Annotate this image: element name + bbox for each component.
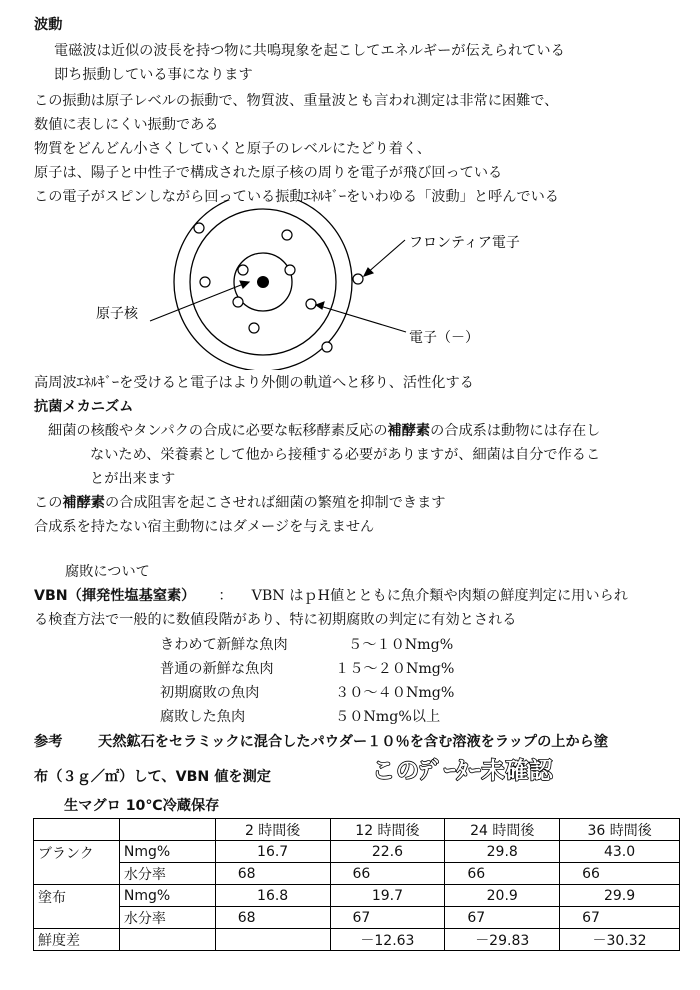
electron bbox=[238, 265, 248, 275]
inhibition-line bbox=[34, 494, 445, 512]
heading-wave: 波動 bbox=[34, 17, 63, 33]
inhibition-text-b: の合成阻害を起こさせれば細菌の繁殖を抑制できます bbox=[104, 495, 446, 511]
table-row bbox=[34, 885, 680, 907]
vbn-colon: ： bbox=[218, 588, 233, 604]
table-cell: 68 bbox=[215, 907, 330, 929]
nucleus bbox=[257, 276, 269, 288]
electron bbox=[233, 297, 243, 307]
wave-line-2: 即ち振動している事になります bbox=[54, 67, 253, 83]
vbn-line-2: る検査方法で一般的に数値段階があり、特に初期腐敗の判定に有効とされる bbox=[34, 612, 517, 628]
electron bbox=[194, 223, 204, 233]
wave-line-3: この振動は原子レベルの振動で、物質波、重量波とも言われ測定は非常に困難で、 bbox=[34, 93, 559, 109]
row-metric: Nmg% bbox=[119, 841, 215, 863]
frontier-electron bbox=[353, 274, 363, 284]
electron bbox=[249, 323, 259, 333]
mechanism-line-1 bbox=[48, 422, 600, 440]
table-cell: 20.9 bbox=[445, 885, 560, 907]
row-metric: Nmg% bbox=[119, 885, 215, 907]
row-metric: 水分率 bbox=[119, 863, 215, 885]
atom-diagram bbox=[0, 200, 700, 370]
table-cell bbox=[215, 929, 330, 951]
electron bbox=[285, 265, 295, 275]
mechanism-text-a: 細菌の核酸やタンパクの合成に必要な転移酵素反応の bbox=[48, 423, 388, 439]
electron bbox=[200, 277, 210, 287]
table-cell: 68 bbox=[215, 863, 330, 885]
grade-label: 普通の新鮮な魚肉 bbox=[160, 661, 274, 677]
row-group-label: 塗布 bbox=[34, 885, 120, 929]
reference-label: 参考 bbox=[34, 734, 63, 750]
reference-line-1: 天然鉱石をセラミックに混合したパウダー１０％を含む溶液をラップの上から塗 bbox=[98, 734, 609, 750]
table-cell: 29.9 bbox=[560, 885, 680, 907]
vbn-table bbox=[33, 818, 680, 951]
electron bbox=[282, 230, 292, 240]
heading-antibacterial: 抗菌メカニズム bbox=[34, 399, 134, 415]
table-cell: －29.83 bbox=[445, 929, 560, 951]
mechanism-text-b: の合成系は動物には存在し bbox=[430, 423, 601, 439]
wave-line-4: 数値に表しにくい振動である bbox=[34, 117, 219, 133]
grade-value: ３０～４０Nmg% bbox=[335, 685, 455, 701]
table-cell: 66 bbox=[560, 863, 680, 885]
table-header-row bbox=[34, 819, 680, 841]
table-cell: 67 bbox=[330, 907, 445, 929]
wave-line-1: 電磁波は近似の波長を持つ物に共鳴現象を起こしてエネルギーが伝えられている bbox=[54, 43, 565, 59]
table-cell: 16.8 bbox=[215, 885, 330, 907]
grade-label: 腐敗した魚肉 bbox=[160, 709, 246, 725]
wave-line-6: 原子は、陽子と中性子で構成された原子核の周りを電子が飛び回っている bbox=[34, 165, 503, 181]
heading-decay: 腐敗について bbox=[65, 564, 150, 580]
table-cell: 67 bbox=[445, 907, 560, 929]
table-cell: －30.32 bbox=[560, 929, 680, 951]
table-row bbox=[34, 841, 680, 863]
label-electron: 電子（－） bbox=[409, 330, 479, 346]
table-row bbox=[34, 863, 680, 885]
vbn-term: VBN（揮発性塩基窒素） bbox=[34, 588, 196, 604]
mechanism-line-3: とが出来ます bbox=[90, 471, 176, 487]
coenzyme-term-2: 補酵素 bbox=[62, 495, 105, 511]
table-cell: 16.7 bbox=[215, 841, 330, 863]
table-row bbox=[34, 929, 680, 951]
row-metric: 水分率 bbox=[119, 907, 215, 929]
header-cell bbox=[119, 819, 215, 841]
wave-line-7: この電子がスピンしながら回っている振動ｴﾈﾙｷﾞｰをいわゆる「波動」と呼んでいる bbox=[34, 189, 559, 205]
grade-value: ５０Nmg%以上 bbox=[335, 709, 441, 725]
unverified-stamp: このﾃﾞｰﾀｰ未確認 bbox=[372, 758, 554, 784]
mechanism-line-2: ないため、栄養素として他から接種する必要がありますが、細菌は自分で作るこ bbox=[90, 447, 601, 463]
table-cell: 22.6 bbox=[330, 841, 445, 863]
reference-line-2: 布（３ｇ／㎡）して、VBN 値を測定 bbox=[34, 769, 271, 785]
electron bbox=[322, 342, 332, 352]
header-cell: 12 時間後 bbox=[330, 819, 445, 841]
grade-value: ５～１０Nmg% bbox=[348, 637, 454, 653]
grade-label: きわめて新鮮な魚肉 bbox=[160, 637, 288, 653]
row-metric bbox=[119, 929, 215, 951]
table-cell: 67 bbox=[560, 907, 680, 929]
header-cell: 24 時間後 bbox=[445, 819, 560, 841]
inhibition-text-a: この bbox=[34, 495, 63, 511]
row-group-label: ブランク bbox=[34, 841, 120, 885]
vbn-desc: VBN はｐH値とともに魚介類や肉類の鮮度判定に用いられ bbox=[251, 588, 628, 604]
electron bbox=[306, 299, 316, 309]
label-frontier-electron: フロンティア電子 bbox=[409, 235, 520, 251]
table-row bbox=[34, 907, 680, 929]
table-caption: 生マグロ 10℃冷蔵保存 bbox=[64, 798, 220, 814]
label-nucleus: 原子核 bbox=[96, 306, 138, 322]
grade-label: 初期腐敗の魚肉 bbox=[160, 685, 260, 701]
host-line: 合成系を持たない宿主動物にはダメージを与えません bbox=[34, 519, 375, 535]
header-cell bbox=[34, 819, 120, 841]
header-cell: 36 時間後 bbox=[560, 819, 680, 841]
row-group-label: 鮮度差 bbox=[34, 929, 120, 951]
coenzyme-term: 補酵素 bbox=[387, 423, 431, 439]
wave-line-5: 物質をどんどん小さくしていくと原子のレベルにたどり着く、 bbox=[34, 141, 431, 157]
grade-value: １５～２０Nmg% bbox=[335, 661, 455, 677]
table-cell: －12.63 bbox=[330, 929, 445, 951]
vbn-line-1 bbox=[34, 587, 628, 605]
table-cell: 66 bbox=[330, 863, 445, 885]
table-cell: 19.7 bbox=[330, 885, 445, 907]
table-cell: 43.0 bbox=[560, 841, 680, 863]
table-cell: 66 bbox=[445, 863, 560, 885]
activation-line: 高周波ｴﾈﾙｷﾞｰを受けると電子はより外側の軌道へと移り、活性化する bbox=[34, 375, 474, 391]
header-cell: 2 時間後 bbox=[215, 819, 330, 841]
table-cell: 29.8 bbox=[445, 841, 560, 863]
